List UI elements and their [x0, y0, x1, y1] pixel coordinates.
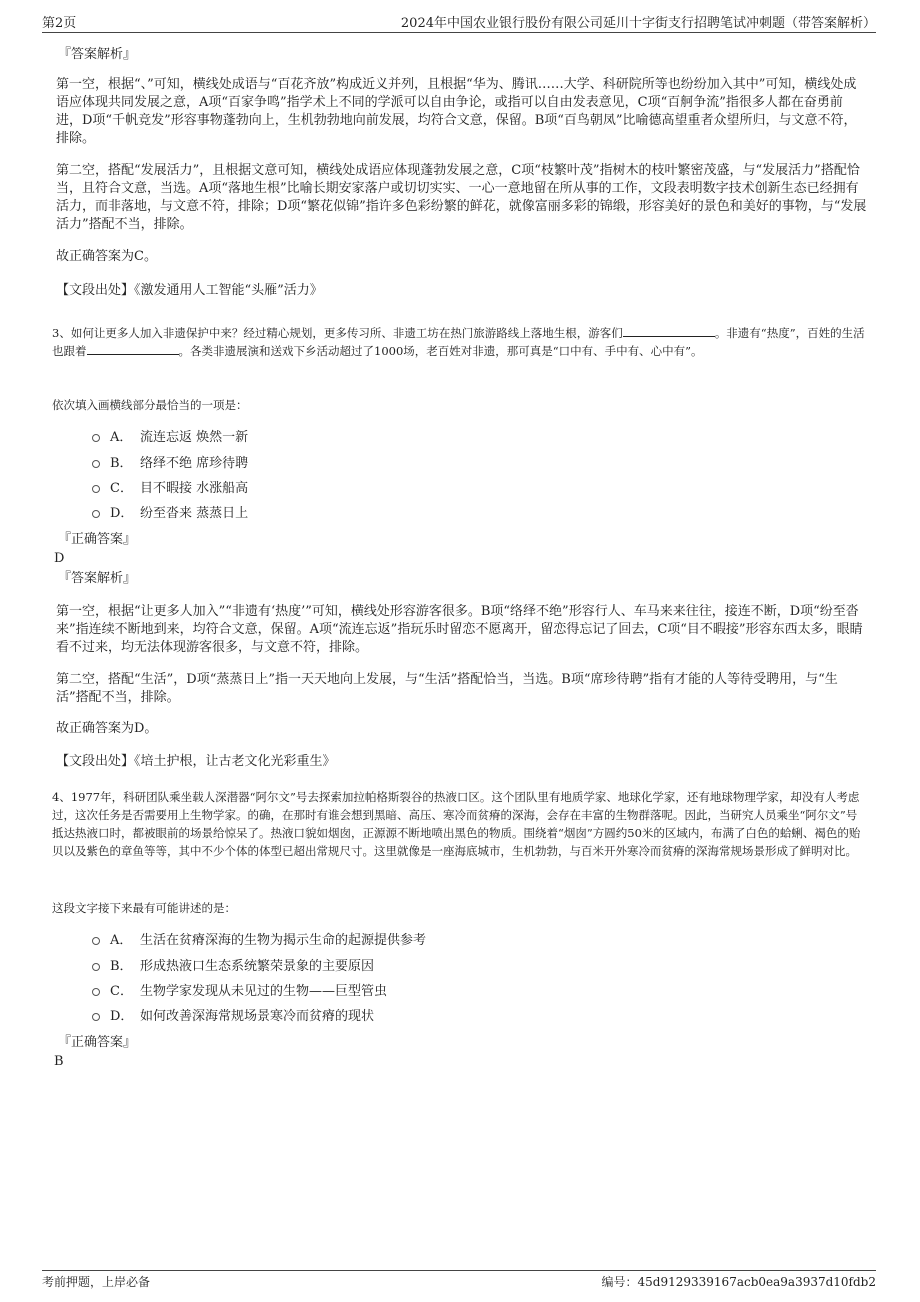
option-letter: C．	[110, 984, 133, 999]
radio-icon[interactable]	[92, 988, 100, 996]
q2-source: 【文段出处】《激发通用人工智能“头雁”活力》	[56, 283, 323, 298]
q3-option-d[interactable]	[92, 505, 248, 523]
radio-icon[interactable]	[92, 937, 100, 945]
q4-option-c[interactable]	[92, 983, 387, 1001]
q4-stem: 4、1977年，科研团队乘坐载人深潜器“阿尔文”号去探索加拉帕格斯裂谷的热液口区。这个团队里有地质学家、地球化学家，还有地球物理学家，却没有人考虑过，这次任务是否需要用上生物学家。的确，在那时有谁会想到黑暗、高压、寒冷而贫瘠的深海，会存在丰富的生物群落呢。因此，当研究人员乘坐“阿尔文”号抵达热液口时，都被眼前的场景给惊呆了。热液口貌如烟囱，正源源不断地喷出黑色的物质。围绕着“烟囱”方圆约50米的区域内，布满了白色的蛤蜊、褐色的贻贝以及紫色的章鱼等等，其中不少个体的体型已超出常规尺寸。这里就像是一座海底城市，生机勃勃，与百米开外寒冷而贫瘠的深海常规场景形成了鲜明对比。	[52, 790, 861, 858]
option-letter: B．	[110, 959, 133, 974]
q3-blank-1	[623, 324, 715, 337]
q2-analysis-para1: 第一空，根据“、”可知，横线处成语与“百花齐放”构成近义并列，且根据“华为、腾讯……大学、科研院所等也纷纷加入其中”可知，横线处成语应体现共同发展之意，A项“百家争鸣”指学术上不同的学派可以自由争论，或指可以自由发表意见，C项“百舸争流”指很多人都在奋勇前进，D项“千帆竞发”形容事物蓬勃向上，生机勃勃地向前发展，均符合文意，保留。B项“百鸟朝凤”比喻德高望重者众望所归，与文意不符，排除。	[56, 77, 857, 146]
q3-conclusion: 故正确答案为D。	[56, 721, 158, 736]
q3-stem-part3: 。各类非遗展演和送戏下乡活动超过了1000场，老百姓对非遗，那可真是“口中有、手中有、心中有”。	[178, 344, 703, 358]
q3-stem-part1: 3、如何让更多人加入非遗保护中来？经过精心规划，更多传习所、非遗工坊在热门旅游路线上落地生根，游客们	[52, 326, 623, 340]
radio-icon[interactable]	[92, 963, 100, 971]
radio-icon[interactable]	[92, 460, 100, 468]
q2-analysis-para2: 第二空，搭配“发展活力”，且根据文意可知，横线处成语应体现蓬勃发展之意，C项“枝繁叶茂”指树木的枝叶繁密茂盛，与“发展活力”搭配恰当，且符合文意，当选。A项“落地生根”比喻长期安家落户或切切实实、一心一意地留在所从事的工作，文段表明数字技术创新生态已经拥有活力，而非落地，与文意不符，排除；D项“繁花似锦”指许多色彩纷繁的鲜花，就像富丽多彩的锦缎，形容美好的景色和美好的事物，与“发展活力”搭配不当，排除。	[56, 163, 867, 232]
q3-answer: D	[54, 551, 65, 566]
footer-serial: 编号：45d9129339167acb0ea9a3937d10fdb2	[601, 1275, 876, 1289]
q4-prompt: 这段文字接下来最有可能讲述的是：	[52, 901, 236, 915]
q3-analysis-label: 『答案解析』	[58, 571, 137, 586]
option-letter: D．	[110, 506, 134, 521]
option-text: 形成热液口生态系统繁荣景象的主要原因	[140, 959, 375, 974]
q3-analysis-para2: 第二空，搭配“生活”，D项“蒸蒸日上”指一天天地向上发展，与“生活”搭配恰当，当选。B项“席珍待聘”指有才能的人等待受聘用，与“生活”搭配不当，排除。	[56, 672, 838, 705]
option-text: 生物学家发现从未见过的生物——巨型管虫	[140, 984, 388, 999]
q3-source: 【文段出处】《培土护根，让古老文化光彩重生》	[56, 754, 336, 769]
radio-icon[interactable]	[92, 485, 100, 493]
q3-answer-label: 『正确答案』	[58, 532, 137, 547]
q3-analysis-para1: 第一空，根据“让更多人加入”“非遗有‘热度’”可知，横线处形容游客很多。B项“络绎不绝”形容行人、车马来来往往，接连不断，D项“纷至沓来”指连续不断地到来，均符合文意，保留。A项“流连忘返”指玩乐时留恋不愿离开，留恋得忘记了回去，C项“目不暇接”形容东西太多，眼睛看不过来，均无法体现游客很多，与文意不符，排除。	[56, 604, 863, 655]
q3-option-b[interactable]	[92, 455, 248, 473]
option-text: 目不暇接 水涨船高	[140, 481, 249, 496]
q3-option-c[interactable]	[92, 480, 248, 498]
q4-option-b[interactable]	[92, 958, 374, 976]
q3-option-a[interactable]	[92, 429, 248, 447]
q3-prompt: 依次填入画横线部分最恰当的一项是：	[52, 398, 248, 412]
option-letter: D．	[110, 1009, 134, 1024]
footer-slogan: 考前押题，上岸必备	[42, 1275, 151, 1289]
radio-icon[interactable]	[92, 1013, 100, 1021]
option-text: 流连忘返 焕然一新	[140, 430, 249, 445]
radio-icon[interactable]	[92, 510, 100, 518]
q3-stem	[52, 324, 868, 360]
option-text: 如何改善深海常规场景寒冷而贫瘠的现状	[140, 1009, 375, 1024]
q4-answer-label: 『正确答案』	[58, 1035, 137, 1050]
q4-answer: B	[54, 1054, 64, 1069]
q3-stem-part2: 。非遗有“热度”，百姓的生活也跟着	[52, 326, 865, 358]
q2-conclusion: 故正确答案为C。	[56, 249, 157, 264]
q4-option-a[interactable]	[92, 932, 426, 950]
option-letter: A．	[110, 933, 133, 948]
option-letter: B．	[110, 456, 133, 471]
page-header	[42, 12, 876, 33]
page-footer	[42, 1270, 876, 1289]
q3-blank-2	[87, 342, 179, 355]
option-letter: A．	[110, 430, 133, 445]
q2-analysis-label: 『答案解析』	[58, 47, 137, 62]
document-title: 2024年中国农业银行股份有限公司延川十字街支行招聘笔试冲刺题（带答案解析）	[400, 16, 876, 31]
option-text: 生活在贫瘠深海的生物为揭示生命的起源提供参考	[140, 933, 427, 948]
q4-option-d[interactable]	[92, 1008, 374, 1026]
option-letter: C．	[110, 481, 133, 496]
radio-icon[interactable]	[92, 434, 100, 442]
option-text: 纷至沓来 蒸蒸日上	[140, 506, 249, 521]
page-number: 第2页	[42, 16, 77, 31]
option-text: 络绎不绝 席珍待聘	[140, 456, 249, 471]
